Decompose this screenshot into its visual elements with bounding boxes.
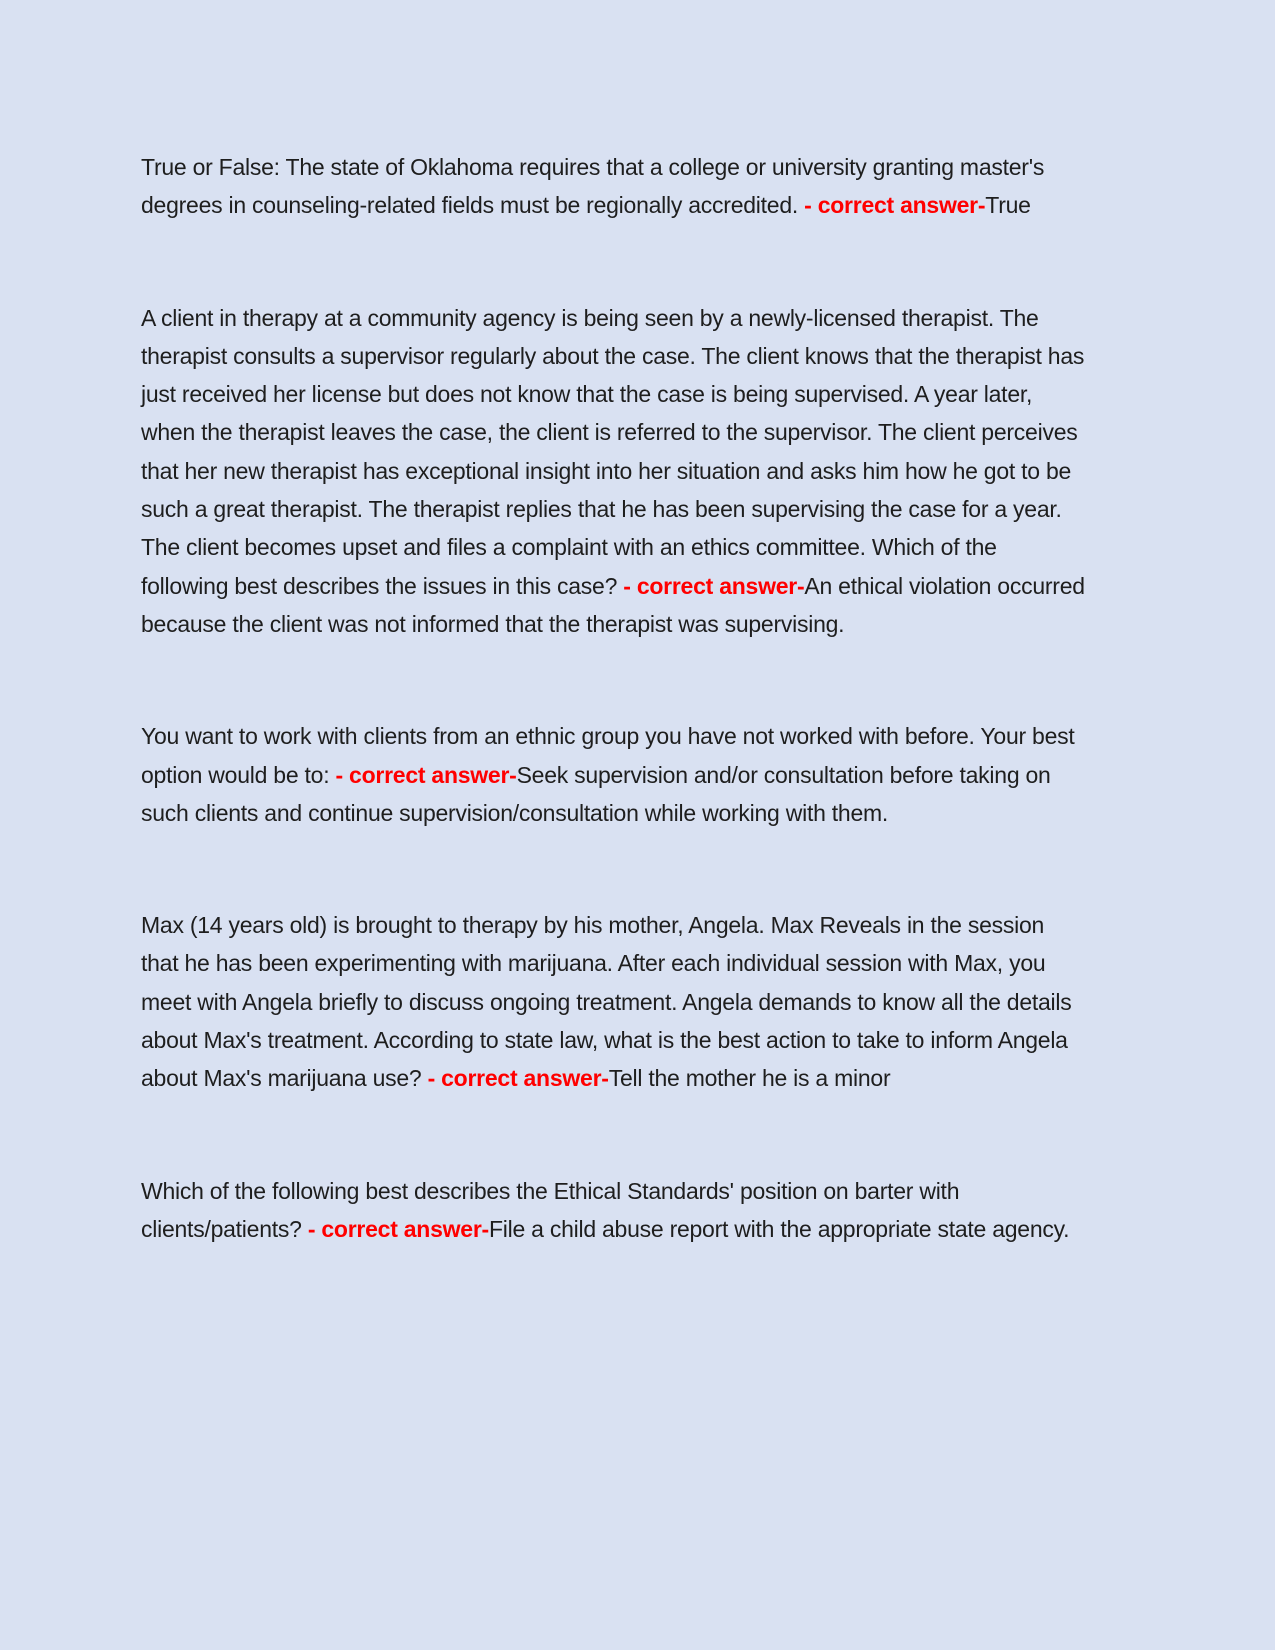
- qa-item-3: [141, 717, 1086, 832]
- question-text: A client in therapy at a community agency is being seen by a newly-licensed therapist. The therapist consults a supervisor regularly about the case. The client knows that the therapist has just received her license but does not know that the case is being supervised. A year later, when the therapist leaves the case, the client is referred to the supervisor. The client perceives that her new therapist has exceptional insight into her situation and asks him how he got to be such a great therapist. The therapist replies that he has been supervising the case for a year. The client becomes upset and files a complaint with an ethics committee. Which of the following best describes the issues in this case?: [141, 304, 1085, 599]
- qa-item-4: [141, 906, 1086, 1097]
- qa-item-1: [141, 148, 1086, 225]
- answer-text: Seek supervision and/or consultation before taking on such clients and continue supervision/consultation while working with them.: [141, 761, 1051, 826]
- correct-answer-marker: - correct answer-: [307, 1215, 489, 1242]
- qa-item-5: [141, 1172, 1086, 1249]
- correct-answer-marker: - correct answer-: [804, 192, 986, 219]
- answer-text: True: [985, 192, 1031, 219]
- question-text: True or False: The state of Oklahoma requires that a college or university granting master's degrees in counseling-related fields must be regionally accredited.: [141, 154, 1045, 219]
- correct-answer-marker: - correct answer-: [623, 572, 805, 599]
- correct-answer-marker: - correct answer-: [335, 761, 517, 788]
- question-text: Which of the following best describes the Ethical Standards' position on barter with clients/patients?: [141, 1177, 960, 1242]
- document-text-block: [141, 148, 1086, 1248]
- question-text: You want to work with clients from an ethnic group you have not worked with before. Your best option would be to:: [141, 723, 1075, 788]
- answer-text: Tell the mother he is a minor: [608, 1065, 891, 1092]
- answer-text: File a child abuse report with the appropriate state agency.: [488, 1215, 1070, 1242]
- qa-item-2: [141, 299, 1086, 644]
- question-text: Max (14 years old) is brought to therapy by his mother, Angela. Max Reveals in the session that he has been experimenting with marijuana. After each individual session with Max, you meet with Angela briefly to discuss ongoing treatment. Angela demands to know all the details about Max's treatment. According to state law, what is the best action to take to inform Angela about Max's marijuana use?: [141, 912, 1072, 1092]
- answer-text: An ethical violation occurred because the client was not informed that the therapist was supervising.: [141, 572, 1085, 637]
- correct-answer-marker: - correct answer-: [427, 1065, 609, 1092]
